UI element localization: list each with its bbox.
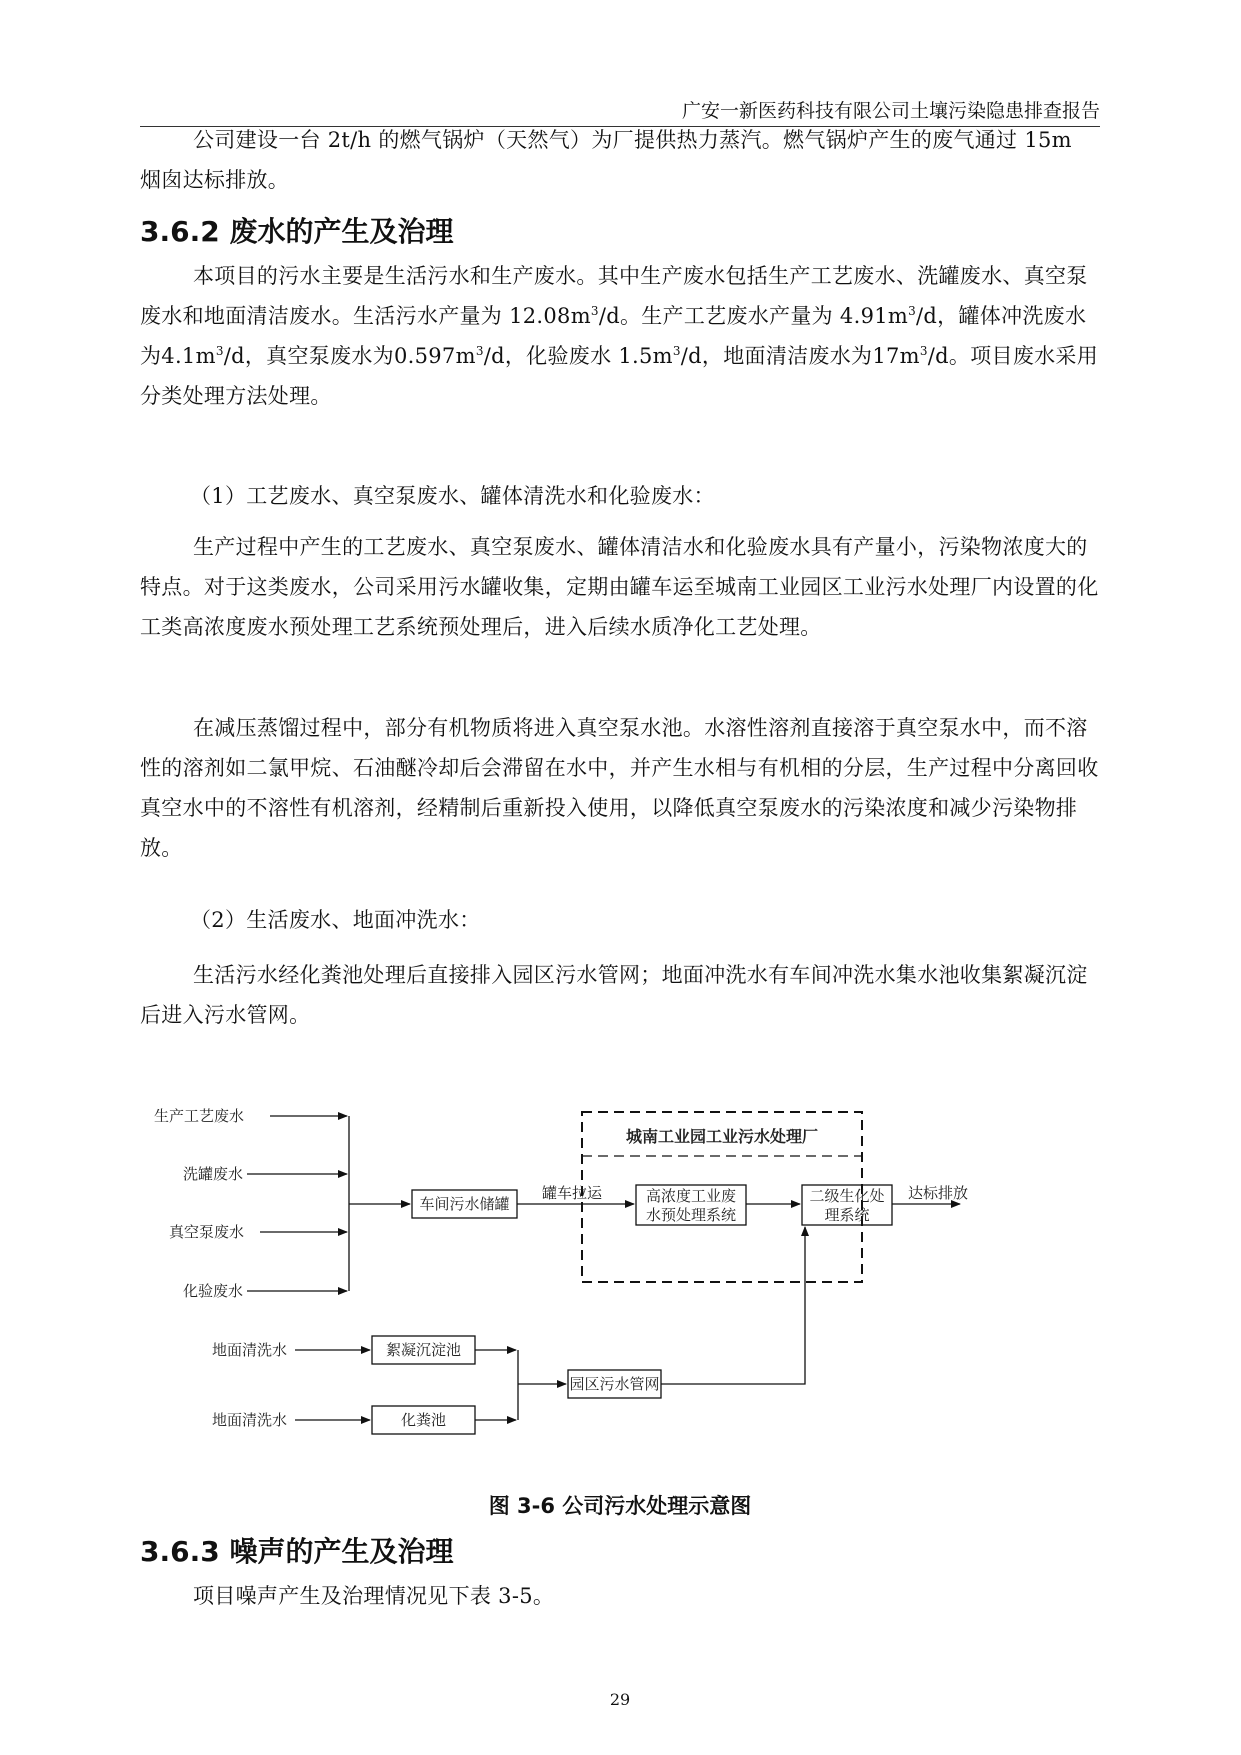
label-src2: 洗罐废水: [183, 1165, 244, 1183]
label-septic: 化粪池: [400, 1411, 447, 1429]
label-ground1: 地面清洗水: [212, 1341, 288, 1359]
label-truck: 罐车拉运: [541, 1184, 603, 1202]
section-heading-noise: 3.6.3 噪声的产生及治理: [140, 1535, 454, 1568]
label-pre-line2: 水预处理系统: [645, 1206, 737, 1224]
paragraph-vacuum-pump: 在减压蒸馏过程中，部分有机物质将进入真空泵水池。水溶性溶剂直接溶于真空泵水中，而不溶性的溶剂如二氯甲烷、石油醚冷却后会滞留在水中，并产生水相与有机相的分层，生产过程中分离回收真空水中的不溶性有机溶剂，经精制后重新投入使用，以降低真空泵废水的污染浓度和减少污染物排放。: [140, 716, 1099, 860]
label-ground2: 地面清洗水: [212, 1411, 288, 1429]
label-network: 园区污水管网: [569, 1375, 660, 1393]
label-pre-line1: 高浓度工业废: [645, 1187, 737, 1205]
label-tank: 车间污水储罐: [419, 1195, 510, 1213]
section-heading-wastewater: 3.6.2 废水的产生及治理: [140, 215, 454, 248]
label-discharge: 达标排放: [908, 1184, 969, 1202]
page-header: 广安一新医药科技有限公司土壤污染隐患排查报告: [681, 100, 1100, 122]
label-src1: 生产工艺废水: [154, 1107, 245, 1125]
wastewater-flow-diagram: [140, 1080, 1100, 1470]
label-plant-title: 城南工业园工业污水处理厂: [625, 1127, 819, 1146]
page-number: 29: [609, 1690, 631, 1709]
label-src3: 真空泵废水: [169, 1223, 245, 1241]
paragraph-process-wastewater: 生产过程中产生的工艺废水、真空泵废水、罐体清洁水和化验废水具有产量小，污染物浓度大的特点。对于这类废水，公司采用污水罐收集，定期由罐车运至城南工业园区工业污水处理厂内设置的化工类高浓度废水预处理工艺系统预处理后，进入后续水质净化工艺处理。: [140, 535, 1099, 639]
paragraph-noise: 项目噪声产生及治理情况见下表 3-5。: [193, 1584, 555, 1608]
arrow-network-to-bio: [661, 1227, 805, 1384]
figure-caption: 图 3-6 公司污水处理示意图: [488, 1494, 752, 1518]
label-floc: 絮凝沉淀池: [385, 1341, 462, 1359]
label-src4: 化验废水: [183, 1282, 244, 1300]
paragraph-wastewater-overview: 本项目的污水主要是生活污水和生产废水。其中生产废水包括生产工艺废水、洗罐废水、真空泵废水和地面清洁废水。生活污水产量为 $12.08m^3/d$。生产工艺废水产量为 $4.91m^3/d$，罐体冲洗废水为$4.1m^3/d$，真空泵废水为$0.597m^3/d$，化验废水 $1.5m^3/d$，地面清洁废水为$17m^3/d$。项目废水采用分类处理方法处理。: [140, 264, 1099, 408]
label-bio-line2: 理系统: [824, 1206, 870, 1224]
paragraph-domestic-wastewater: 生活污水经化粪池处理后直接排入园区污水管网；地面冲洗水有车间冲洗水集水池收集絮凝沉淀后进入污水管网。: [140, 963, 1088, 1027]
item-1-title: （1）工艺废水、真空泵废水、罐体清洗水和化验废水：: [190, 484, 715, 508]
item-2-title: （2）生活废水、地面冲洗水：: [190, 908, 481, 932]
paragraph-boiler: 公司建设一台 2t/h 的燃气锅炉（天然气）为厂提供热力蒸汽。燃气锅炉产生的废气通过 15m 烟囱达标排放。: [140, 128, 1072, 192]
label-bio-line1: 二级生化处: [809, 1187, 885, 1205]
